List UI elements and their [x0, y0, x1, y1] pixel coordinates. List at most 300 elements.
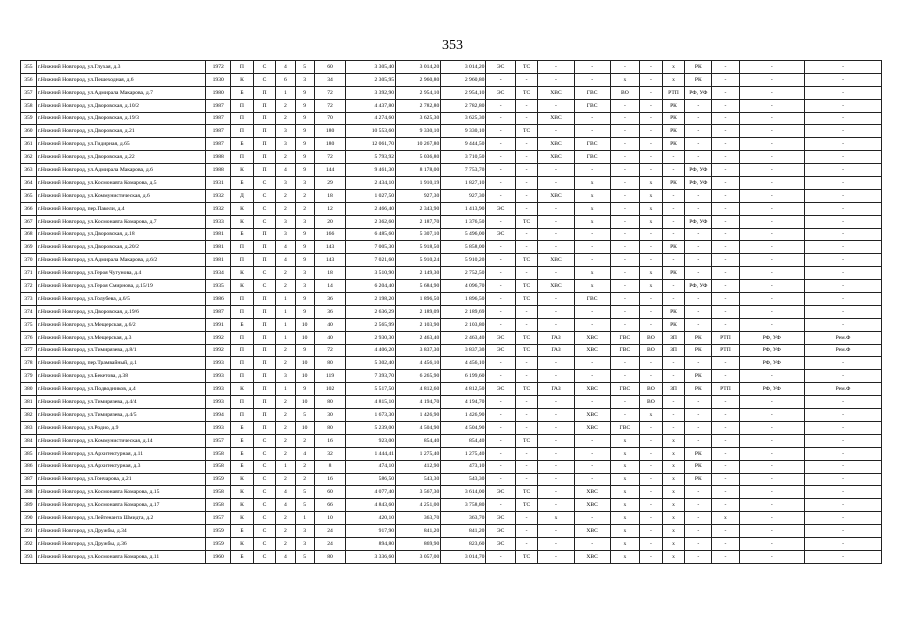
cell-living-area: 869,90 — [396, 537, 441, 550]
cell-repair-fund: - — [805, 254, 882, 267]
cell-gas: - — [538, 525, 574, 538]
cell-apartments: 72 — [314, 344, 346, 357]
cell-cold-water: ХВС — [574, 344, 610, 357]
cell-row-number: 367 — [21, 215, 37, 228]
cell-year-built: 1981 — [206, 254, 231, 267]
cell-floors: 9 — [295, 138, 314, 151]
cell-row-number: 371 — [21, 267, 37, 280]
cell-repair-fund: - — [805, 138, 882, 151]
cell-apartments: 40 — [314, 331, 346, 344]
cell-row-number: 386 — [21, 460, 37, 473]
cell-floors: 10 — [295, 318, 314, 331]
cell-cold-water: - — [574, 434, 610, 447]
cell-energy: - — [712, 267, 739, 280]
cell-living-area: 5 918,50 — [396, 241, 441, 254]
cell-hot-water: х — [610, 537, 639, 550]
cell-private-area: 2 782,80 — [441, 99, 486, 112]
cell-refuse: х — [662, 499, 685, 512]
cell-row-number: 358 — [21, 99, 37, 112]
cell-living-area: 4 504,90 — [396, 421, 441, 434]
cell-heating: ТС — [515, 86, 538, 99]
cell-project-type: С — [253, 73, 276, 86]
cell-address: г.Нижний Новгород, ул.Голубева, д.6/5 — [36, 293, 205, 306]
cell-total-area: 1 027,50 — [346, 189, 396, 202]
cell-total-area: 5 793,92 — [346, 151, 396, 164]
cell-heating: ТС — [515, 499, 538, 512]
cell-gas: - — [538, 409, 574, 422]
cell-address: г.Нижний Новгород, ул.Лейтенанта Шмидта, д.2 — [36, 512, 205, 525]
cell-private-area: 4 096,70 — [441, 280, 486, 293]
table-row — [21, 460, 882, 473]
cell-heating: - — [515, 73, 538, 86]
table-row — [21, 151, 882, 164]
cell-repair-fund: - — [805, 512, 882, 525]
cell-gas: - — [538, 473, 574, 486]
cell-electric: ЭС — [486, 202, 515, 215]
cell-address: г.Нижний Новгород, ул.Мещерская, д.3 — [36, 331, 205, 344]
cell-heating: - — [515, 537, 538, 550]
cell-repair-fund: - — [805, 125, 882, 138]
cell-roof: - — [685, 550, 712, 563]
cell-facade: РФ, УФ — [739, 331, 805, 344]
cell-cold-water: - — [574, 254, 610, 267]
cell-cold-water: ХВС — [574, 421, 610, 434]
cell-apartments: 80 — [314, 396, 346, 409]
cell-row-number: 366 — [21, 202, 37, 215]
cell-cold-water: ХВС — [574, 525, 610, 538]
cell-floors: 9 — [295, 305, 314, 318]
cell-facade: - — [739, 537, 805, 550]
cell-cold-water: ХВС — [574, 383, 610, 396]
cell-apartments: 72 — [314, 151, 346, 164]
cell-year-built: 1930 — [206, 73, 231, 86]
cell-floors: 9 — [295, 151, 314, 164]
cell-energy: - — [712, 164, 739, 177]
cell-project-type: П — [253, 151, 276, 164]
cell-project-type: С — [253, 460, 276, 473]
cell-sewer: - — [640, 499, 663, 512]
cell-wall-material: К — [231, 280, 254, 293]
cell-electric: - — [486, 434, 515, 447]
cell-facade: - — [739, 241, 805, 254]
table-row — [21, 267, 882, 280]
cell-project-type: П — [253, 125, 276, 138]
cell-sewer: - — [640, 61, 663, 74]
cell-apartments: 180 — [314, 138, 346, 151]
cell-hot-water: х — [610, 499, 639, 512]
cell-address: г.Нижний Новгород, ул.Дружбы, д.36 — [36, 537, 205, 550]
cell-address: г.Нижний Новгород, ул.Архитектурная, д.11 — [36, 447, 205, 460]
cell-cold-water: - — [574, 112, 610, 125]
cell-year-built: 1993 — [206, 357, 231, 370]
cell-gas: - — [538, 447, 574, 460]
cell-total-area: 2 930,30 — [346, 331, 396, 344]
cell-energy: - — [712, 293, 739, 306]
cell-roof: - — [685, 254, 712, 267]
cell-refuse: РК — [662, 267, 685, 280]
cell-electric: ЭС — [486, 331, 515, 344]
cell-apartments: 16 — [314, 434, 346, 447]
cell-heating: - — [515, 112, 538, 125]
cell-address: г.Нижний Новгород, ул.Тимирязева, д.8/1 — [36, 344, 205, 357]
cell-cold-water: - — [574, 396, 610, 409]
cell-address: г.Нижний Новгород, ул.Адмирала Макарова, д.7 — [36, 86, 205, 99]
cell-living-area: 10 267,80 — [396, 138, 441, 151]
cell-address: г.Нижний Новгород, ул.Дворовская, д.18 — [36, 228, 205, 241]
cell-wall-material: П — [231, 125, 254, 138]
cell-energy: - — [712, 151, 739, 164]
cell-living-area: 6 265,90 — [396, 370, 441, 383]
cell-floors: 5 — [295, 550, 314, 563]
cell-hot-water: х — [610, 525, 639, 538]
cell-apartments: 66 — [314, 499, 346, 512]
cell-project-type: П — [253, 164, 276, 177]
cell-living-area: 2 954,10 — [396, 86, 441, 99]
cell-repair-fund: - — [805, 86, 882, 99]
cell-heating: - — [515, 421, 538, 434]
cell-floors: 2 — [295, 202, 314, 215]
cell-energy: - — [712, 138, 739, 151]
cell-repair-fund: - — [805, 228, 882, 241]
cell-living-area: 2 343,90 — [396, 202, 441, 215]
cell-gas: - — [538, 61, 574, 74]
cell-project-type: С — [253, 550, 276, 563]
cell-gas: ХВС — [538, 86, 574, 99]
cell-living-area: 2 463,40 — [396, 331, 441, 344]
cell-electric: - — [486, 215, 515, 228]
cell-gas: - — [538, 305, 574, 318]
cell-facade: - — [739, 189, 805, 202]
cell-sections: 2 — [276, 409, 295, 422]
cell-apartments: 80 — [314, 550, 346, 563]
table-row — [21, 447, 882, 460]
table-row — [21, 73, 882, 86]
cell-energy: - — [712, 473, 739, 486]
cell-private-area: 1 376,50 — [441, 215, 486, 228]
table-row — [21, 473, 882, 486]
cell-year-built: 1957 — [206, 434, 231, 447]
cell-repair-fund: - — [805, 267, 882, 280]
cell-repair-fund: - — [805, 177, 882, 190]
cell-wall-material: К — [231, 499, 254, 512]
table-row — [21, 499, 882, 512]
cell-roof: - — [685, 293, 712, 306]
cell-gas: - — [538, 396, 574, 409]
cell-living-area: 5 307,10 — [396, 228, 441, 241]
cell-project-type: П — [253, 293, 276, 306]
cell-heating: - — [515, 318, 538, 331]
cell-electric: - — [486, 460, 515, 473]
cell-heating: - — [515, 177, 538, 190]
cell-heating: ТС — [515, 383, 538, 396]
cell-total-area: 7 005,30 — [346, 241, 396, 254]
cell-electric: - — [486, 151, 515, 164]
cell-energy: - — [712, 499, 739, 512]
cell-electric: - — [486, 550, 515, 563]
cell-row-number: 392 — [21, 537, 37, 550]
cell-total-area: 2 362,60 — [346, 215, 396, 228]
cell-apartments: 144 — [314, 164, 346, 177]
cell-roof: РК — [685, 370, 712, 383]
cell-refuse: - — [662, 189, 685, 202]
cell-floors: 2 — [295, 473, 314, 486]
cell-repair-fund: - — [805, 421, 882, 434]
cell-gas: - — [538, 177, 574, 190]
cell-cold-water: ГВС — [574, 293, 610, 306]
cell-heating: - — [515, 370, 538, 383]
cell-heating: ТС — [515, 550, 538, 563]
cell-wall-material: К — [231, 486, 254, 499]
cell-sections: 2 — [276, 473, 295, 486]
cell-row-number: 370 — [21, 254, 37, 267]
cell-repair-fund: - — [805, 318, 882, 331]
cell-energy: - — [712, 525, 739, 538]
cell-facade: - — [739, 138, 805, 151]
cell-cold-water: ХВС — [574, 550, 610, 563]
cell-project-type: С — [253, 486, 276, 499]
cell-electric: - — [486, 305, 515, 318]
cell-living-area: 412,90 — [396, 460, 441, 473]
cell-year-built: 1934 — [206, 267, 231, 280]
cell-sewer: х — [640, 280, 663, 293]
cell-hot-water: - — [610, 409, 639, 422]
cell-sewer: - — [640, 525, 663, 538]
cell-apartments: 30 — [314, 409, 346, 422]
cell-project-type: С — [253, 215, 276, 228]
cell-project-type: П — [253, 138, 276, 151]
cell-floors: 9 — [295, 228, 314, 241]
cell-heating: - — [515, 267, 538, 280]
cell-roof: - — [685, 396, 712, 409]
cell-hot-water: х — [610, 512, 639, 525]
cell-facade: - — [739, 550, 805, 563]
cell-repair-fund: Рем.Ф — [805, 344, 882, 357]
cell-sections: 2 — [276, 280, 295, 293]
cell-heating: ТС — [515, 344, 538, 357]
cell-repair-fund: - — [805, 447, 882, 460]
cell-apartments: 70 — [314, 112, 346, 125]
cell-repair-fund: - — [805, 486, 882, 499]
cell-year-built: 1960 — [206, 550, 231, 563]
cell-facade: - — [739, 305, 805, 318]
cell-facade: - — [739, 370, 805, 383]
cell-sewer: - — [640, 434, 663, 447]
cell-total-area: 420,10 — [346, 512, 396, 525]
cell-energy: - — [712, 228, 739, 241]
cell-total-area: 894,80 — [346, 537, 396, 550]
cell-gas: - — [538, 202, 574, 215]
cell-refuse: ЗП — [662, 344, 685, 357]
cell-wall-material: К — [231, 73, 254, 86]
cell-repair-fund: - — [805, 73, 882, 86]
cell-refuse: РТП — [662, 86, 685, 99]
cell-sewer: х — [640, 409, 663, 422]
cell-cold-water: х — [574, 215, 610, 228]
cell-refuse: - — [662, 421, 685, 434]
cell-total-area: 9 461,30 — [346, 164, 396, 177]
cell-roof: - — [685, 189, 712, 202]
cell-total-area: 586,50 — [346, 473, 396, 486]
cell-private-area: 473,10 — [441, 460, 486, 473]
cell-project-type: С — [253, 189, 276, 202]
cell-electric: - — [486, 164, 515, 177]
cell-wall-material: Б — [231, 86, 254, 99]
cell-year-built: 1986 — [206, 293, 231, 306]
cell-private-area: 4 504,90 — [441, 421, 486, 434]
cell-row-number: 368 — [21, 228, 37, 241]
cell-apartments: 72 — [314, 86, 346, 99]
cell-hot-water: - — [610, 164, 639, 177]
cell-project-type: С — [253, 434, 276, 447]
cell-total-area: 1 673,30 — [346, 409, 396, 422]
cell-apartments: 166 — [314, 228, 346, 241]
table-row — [21, 99, 882, 112]
cell-sections: 2 — [276, 537, 295, 550]
cell-roof: РФ, УФ — [685, 164, 712, 177]
cell-cold-water: - — [574, 241, 610, 254]
cell-row-number: 356 — [21, 73, 37, 86]
cell-wall-material: Д — [231, 189, 254, 202]
cell-living-area: 927,30 — [396, 189, 441, 202]
cell-refuse: - — [662, 357, 685, 370]
table-row — [21, 138, 882, 151]
cell-gas: ХВС — [538, 189, 574, 202]
cell-sewer: - — [640, 164, 663, 177]
cell-wall-material: Б — [231, 447, 254, 460]
cell-sewer: - — [640, 550, 663, 563]
cell-address: г.Нижний Новгород, ул.Дворовская, д.19/3 — [36, 112, 205, 125]
cell-private-area: 4 456,10 — [441, 357, 486, 370]
cell-roof: РФ, УФ — [685, 215, 712, 228]
cell-floors: 10 — [295, 331, 314, 344]
cell-energy: - — [712, 460, 739, 473]
cell-energy: х — [712, 512, 739, 525]
cell-sections: 4 — [276, 254, 295, 267]
cell-electric: ЭС — [486, 86, 515, 99]
cell-refuse: х — [662, 537, 685, 550]
cell-wall-material: Б — [231, 525, 254, 538]
cell-total-area: 923,00 — [346, 434, 396, 447]
cell-project-type: С — [253, 61, 276, 74]
cell-hot-water: - — [610, 254, 639, 267]
cell-sewer: - — [640, 421, 663, 434]
cell-energy: - — [712, 112, 739, 125]
cell-electric: ЭС — [486, 512, 515, 525]
cell-sections: 2 — [276, 151, 295, 164]
cell-repair-fund: - — [805, 550, 882, 563]
cell-energy: - — [712, 486, 739, 499]
table-row — [21, 396, 882, 409]
cell-address: г.Нижний Новгород, ул.Космонавта Комарова, д.5 — [36, 177, 205, 190]
cell-hot-water: х — [610, 473, 639, 486]
cell-facade: - — [739, 396, 805, 409]
cell-gas: - — [538, 486, 574, 499]
cell-sections: 1 — [276, 293, 295, 306]
cell-apartments: 72 — [314, 99, 346, 112]
cell-living-area: 3 625,30 — [396, 112, 441, 125]
cell-total-area: 6 204,40 — [346, 280, 396, 293]
cell-project-type: П — [253, 86, 276, 99]
cell-sections: 4 — [276, 164, 295, 177]
cell-floors: 3 — [295, 177, 314, 190]
table-row — [21, 61, 882, 74]
cell-hot-water: - — [610, 241, 639, 254]
cell-wall-material: П — [231, 151, 254, 164]
cell-year-built: 1993 — [206, 421, 231, 434]
cell-wall-material: П — [231, 254, 254, 267]
cell-private-area: 2 752,50 — [441, 267, 486, 280]
cell-sections: 3 — [276, 370, 295, 383]
cell-year-built: 1981 — [206, 241, 231, 254]
cell-facade: - — [739, 499, 805, 512]
cell-heating: ТС — [515, 254, 538, 267]
cell-repair-fund: - — [805, 460, 882, 473]
cell-electric: - — [486, 267, 515, 280]
cell-gas: - — [538, 370, 574, 383]
cell-hot-water: х — [610, 486, 639, 499]
cell-wall-material: Б — [231, 434, 254, 447]
cell-sewer: - — [640, 370, 663, 383]
table-row — [21, 228, 882, 241]
cell-refuse: - — [662, 164, 685, 177]
cell-hot-water: - — [610, 61, 639, 74]
cell-wall-material: К — [231, 267, 254, 280]
cell-wall-material: Б — [231, 318, 254, 331]
cell-wall-material: Б — [231, 460, 254, 473]
cell-row-number: 374 — [21, 305, 37, 318]
cell-project-type: П — [253, 409, 276, 422]
cell-apartments: 16 — [314, 473, 346, 486]
cell-electric: - — [486, 125, 515, 138]
cell-private-area: 841,20 — [441, 525, 486, 538]
cell-project-type: С — [253, 512, 276, 525]
cell-floors: 10 — [295, 370, 314, 383]
cell-gas: ХВС — [538, 138, 574, 151]
cell-floors: 5 — [295, 486, 314, 499]
table-body — [21, 61, 882, 564]
cell-project-type: С — [253, 447, 276, 460]
cell-private-area: 1 426,90 — [441, 409, 486, 422]
cell-sewer: ВО — [640, 396, 663, 409]
cell-refuse: - — [662, 254, 685, 267]
cell-address: г.Нижний Новгород, ул.Космонавта Комарова, д.17 — [36, 499, 205, 512]
cell-sewer: - — [640, 151, 663, 164]
cell-heating: - — [515, 357, 538, 370]
cell-energy: - — [712, 254, 739, 267]
cell-apartments: 102 — [314, 383, 346, 396]
cell-private-area: 3 614,00 — [441, 486, 486, 499]
cell-private-area: 3 014,20 — [441, 61, 486, 74]
cell-repair-fund: - — [805, 151, 882, 164]
cell-year-built: 1987 — [206, 138, 231, 151]
table-row — [21, 293, 882, 306]
cell-total-area: 474,10 — [346, 460, 396, 473]
cell-wall-material: Б — [231, 421, 254, 434]
cell-electric: ЭС — [486, 344, 515, 357]
cell-sections: 4 — [276, 499, 295, 512]
cell-sewer: - — [640, 241, 663, 254]
cell-cold-water: - — [574, 537, 610, 550]
housing-register-table — [20, 60, 882, 564]
cell-row-number: 376 — [21, 331, 37, 344]
cell-gas: - — [538, 550, 574, 563]
cell-year-built: 1957 — [206, 512, 231, 525]
cell-living-area: 8 178,00 — [396, 164, 441, 177]
cell-repair-fund: - — [805, 473, 882, 486]
table-row — [21, 486, 882, 499]
cell-cold-water: ХВС — [574, 486, 610, 499]
cell-year-built: 1958 — [206, 499, 231, 512]
